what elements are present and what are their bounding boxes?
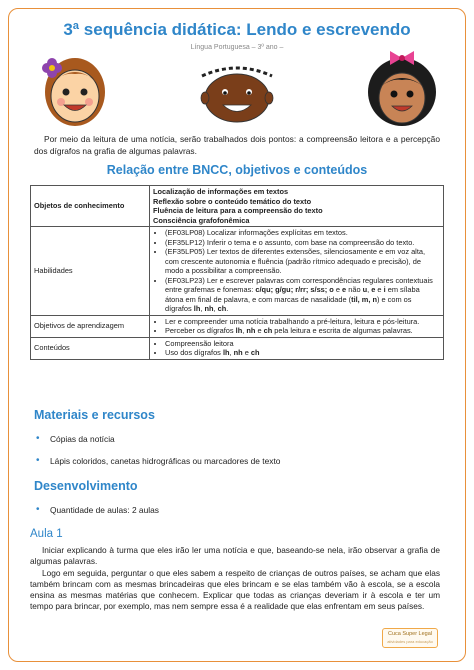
conteudo-item: • Compreensão leitora: [165, 339, 440, 349]
page-title: 3ª sequência didática: Lendo e escrevendo: [63, 20, 411, 39]
objetos-cell: [150, 186, 444, 227]
row-label-objetivos: Objetivos de aprendizagem: [31, 315, 150, 337]
section-title-bncc: Relação entre BNCC, objetivos e conteúdos: [106, 163, 368, 177]
objetivos-cell: [150, 315, 444, 337]
section-title-materiais: Materiais e recursos: [34, 408, 155, 422]
aula-1-paragraph: Iniciar explicando à turma que eles irão ler uma notícia e que, baseando-se nela, irão observar a grafia de algumas palavras.: [30, 545, 440, 566]
publisher-logo: [382, 628, 438, 648]
logo-tagline: atividades para educação: [387, 639, 433, 644]
section-title-desenvolvimento: Desenvolvimento: [34, 479, 138, 493]
habilidade-item: • (EF03LP23) Ler e escrever palavras com correspondências regulares contextuais entre grafemas e fonemas: c/qu; g/gu; r/rr; s/ss; o e e não u, e e i em sílaba átona em final de palavra, e com marcas de nasalidade (til, m, n) e com os dígrafos lh, nh, ch.: [165, 276, 440, 314]
aula-1-paragraph: Logo em seguida, perguntar o que eles sabem a respeito de crianças de outros países, se acham que elas também brincam com as mesmas brincadeiras que eles brincam e se elas também vão à escola, se a escola ensina as mesmas matérias que conhecem. Explicar que todas as crianças deveriam ir à escola e ter um tempo para brincar, por exemplo, mas nem sempre essa é a realidade que elas enfrentam em seus países.: [30, 568, 440, 611]
children-illustration: [0, 50, 474, 128]
objetivo-item: • Perceber os dígrafos lh, nh e ch pela leitura e escrita de algumas palavras.: [165, 326, 440, 336]
list-item: • Cópias da notícia: [36, 434, 280, 444]
row-label-objetos: Objetos de conhecimento: [31, 186, 150, 227]
boy-face-center-icon: [201, 68, 273, 122]
bncc-table: [30, 185, 444, 360]
objeto-line: Reflexão sobre o conteúdo temático do texto: [153, 196, 312, 206]
row-label-habilidades: Habilidades: [31, 227, 150, 316]
conteudos-cell: [150, 337, 444, 359]
objeto-line: Localização de informações em textos: [153, 187, 289, 196]
table-row: [31, 227, 444, 316]
materiais-list: [36, 434, 280, 466]
desenvolvimento-list: [36, 505, 159, 515]
table-row: [31, 186, 444, 227]
table-row: [31, 337, 444, 359]
conteudo-item: • Uso dos dígrafos lh, nh e ch: [165, 348, 440, 358]
row-label-conteudos: Conteúdos: [31, 337, 150, 359]
habilidade-item: • (EF35LP12) Inferir o tema e o assunto, com base na compreensão do texto.: [165, 238, 440, 248]
habilidades-cell: [150, 227, 444, 316]
habilidade-item: • (EF03LP08) Localizar informações explícitas em textos.: [165, 228, 440, 238]
list-item: • Lápis coloridos, canetas hidrográficas ou marcadores de texto: [36, 456, 280, 466]
logo-name: Cuca Super Legal: [387, 631, 433, 637]
girl-face-right-icon: [368, 51, 436, 126]
table-row: [31, 315, 444, 337]
page-subtitle: Língua Portuguesa – 3º ano –: [190, 44, 284, 51]
habilidade-item: • (EF35LP05) Ler textos de diferentes extensões, silenciosamente e em voz alta, com crescente autonomia e fluência (padrão rítmico adequado e precisão), de modo a possibilitar a compreensão.: [165, 247, 440, 276]
aula-1-title: Aula 1: [30, 528, 63, 540]
girl-face-left-icon: [42, 58, 105, 126]
list-item: • Quantidade de aulas: 2 aulas: [36, 505, 159, 515]
objetivo-item: • Ler e compreender uma notícia trabalhando a pré-leitura, leitura e pós-leitura.: [165, 317, 440, 327]
objeto-line: Fluência de leitura para a compreensão do texto: [153, 206, 323, 215]
intro-paragraph: Por meio da leitura de uma notícia, serão trabalhados dois pontos: a compreensão leitora e a percepção dos dígrafos na grafia de algumas palavras.: [34, 134, 440, 156]
objeto-line: Consciência grafofonêmica: [153, 215, 250, 225]
